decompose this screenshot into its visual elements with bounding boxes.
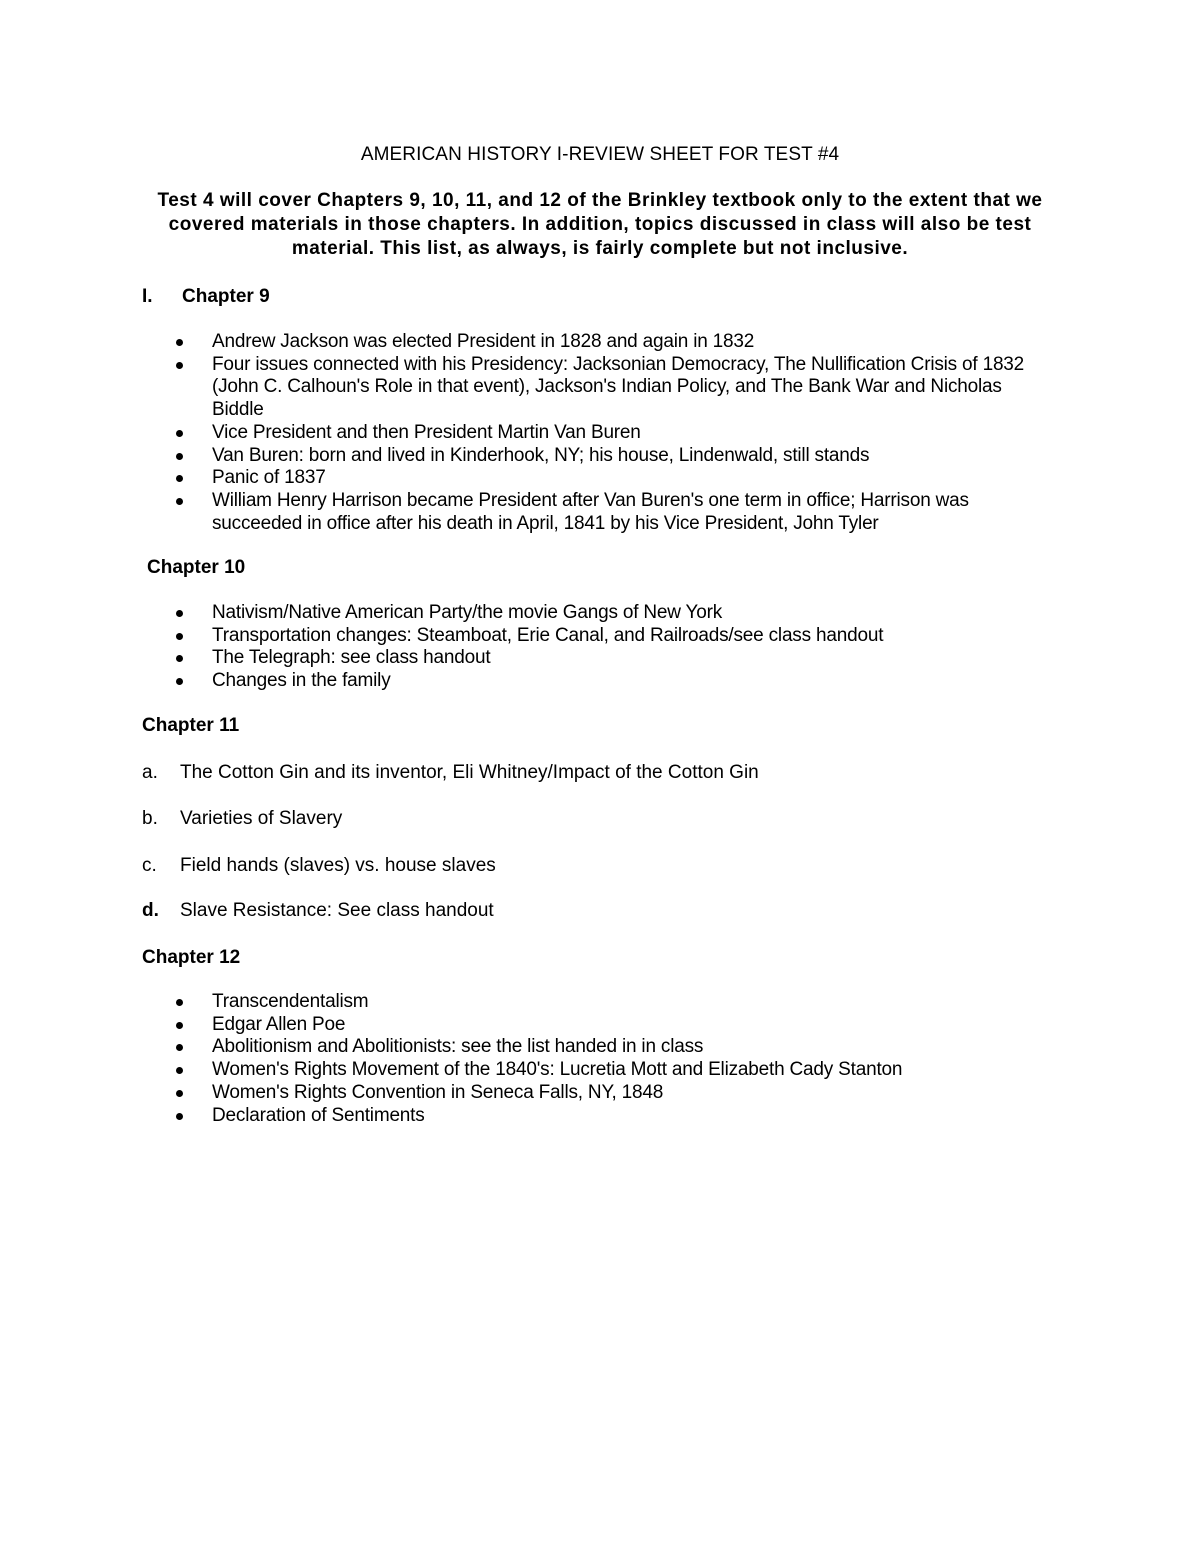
bullet-icon bbox=[176, 362, 183, 369]
lettered-item-d bbox=[142, 899, 1042, 923]
lettered-item-c bbox=[142, 854, 1042, 878]
bullet-icon bbox=[176, 1067, 183, 1074]
chapter-10-heading: Chapter 10 bbox=[147, 557, 246, 578]
list-item: William Henry Harrison became President after Van Buren's one term in office; Harrison was succeeded in office after his death in April, 1841 by his Vice President, John Tyler bbox=[175, 490, 1055, 535]
chapter-9-numeral: I. bbox=[142, 286, 153, 307]
list-item: Women's Rights Convention in Seneca Falls, NY, 1848 bbox=[175, 1082, 1055, 1105]
list-item: Nativism/Native American Party/the movie Gangs of New York bbox=[175, 602, 1055, 625]
bullet-icon bbox=[176, 655, 183, 662]
item-text: Varieties of Slavery bbox=[180, 808, 343, 829]
bullet-icon bbox=[176, 339, 183, 346]
list-item: Transportation changes: Steamboat, Erie Canal, and Railroads/see class handout bbox=[175, 625, 1055, 648]
item-text: Slave Resistance: See class handout bbox=[180, 900, 494, 921]
bullet-icon bbox=[176, 498, 183, 505]
intro-paragraph: Test 4 will cover Chapters 9, 10, 11, and 12 of the Brinkley textbook only to the extent that we covered materials in those chapters. In addition, topics discussed in class will also be test material. This list, as always, is fairly complete but not inclusive. bbox=[157, 190, 1043, 259]
bullet-icon bbox=[176, 475, 183, 482]
bullet-icon bbox=[176, 453, 183, 460]
item-letter: b. bbox=[142, 808, 158, 829]
list-item: Panic of 1837 bbox=[175, 467, 1055, 490]
chapter-9-heading bbox=[142, 285, 270, 309]
list-item: Transcendentalism bbox=[175, 991, 1055, 1014]
list-item: Four issues connected with his Presidency: Jacksonian Democracy, The Nullification Crisis of 1832 (John C. Calhoun's Role in that event), Jackson's Indian Policy, and The Bank War and Nicholas Biddle bbox=[175, 354, 1055, 422]
list-item: Changes in the family bbox=[175, 670, 1055, 693]
list-item: Edgar Allen Poe bbox=[175, 1014, 1055, 1037]
chapter-9-list bbox=[175, 331, 1055, 535]
bullet-icon bbox=[176, 633, 183, 640]
bullet-icon bbox=[176, 1022, 183, 1029]
bullet-icon bbox=[176, 1090, 183, 1097]
list-item: Abolitionism and Abolitionists: see the list handed in in class bbox=[175, 1036, 1055, 1059]
chapter-12-list bbox=[175, 991, 1055, 1127]
chapter-10-list bbox=[175, 602, 1055, 693]
list-item: Women's Rights Movement of the 1840's: Lucretia Mott and Elizabeth Cady Stanton bbox=[175, 1059, 1055, 1082]
list-item: Declaration of Sentiments bbox=[175, 1105, 1055, 1128]
list-item: Van Buren: born and lived in Kinderhook, NY; his house, Lindenwald, still stands bbox=[175, 445, 1055, 468]
list-item: Vice President and then President Martin Van Buren bbox=[175, 422, 1055, 445]
chapter-12-heading: Chapter 12 bbox=[142, 947, 241, 968]
document-title: AMERICAN HISTORY I-REVIEW SHEET FOR TEST #4 bbox=[360, 144, 840, 165]
list-item: The Telegraph: see class handout bbox=[175, 647, 1055, 670]
item-text: Field hands (slaves) vs. house slaves bbox=[180, 855, 496, 876]
lettered-item-a bbox=[142, 761, 1042, 785]
bullet-icon bbox=[176, 1113, 183, 1120]
item-letter: c. bbox=[142, 855, 157, 876]
chapter-11-heading: Chapter 11 bbox=[142, 715, 240, 736]
bullet-icon bbox=[176, 610, 183, 617]
item-letter: a. bbox=[142, 762, 158, 783]
item-letter: d. bbox=[142, 900, 159, 921]
bullet-icon bbox=[176, 678, 183, 685]
bullet-icon bbox=[176, 1044, 183, 1051]
list-item: Andrew Jackson was elected President in 1828 and again in 1832 bbox=[175, 331, 1055, 354]
lettered-item-b bbox=[142, 807, 1042, 831]
bullet-icon bbox=[176, 430, 183, 437]
bullet-icon bbox=[176, 999, 183, 1006]
item-text: The Cotton Gin and its inventor, Eli Whitney/Impact of the Cotton Gin bbox=[180, 762, 759, 783]
chapter-9-title: Chapter 9 bbox=[182, 286, 270, 307]
